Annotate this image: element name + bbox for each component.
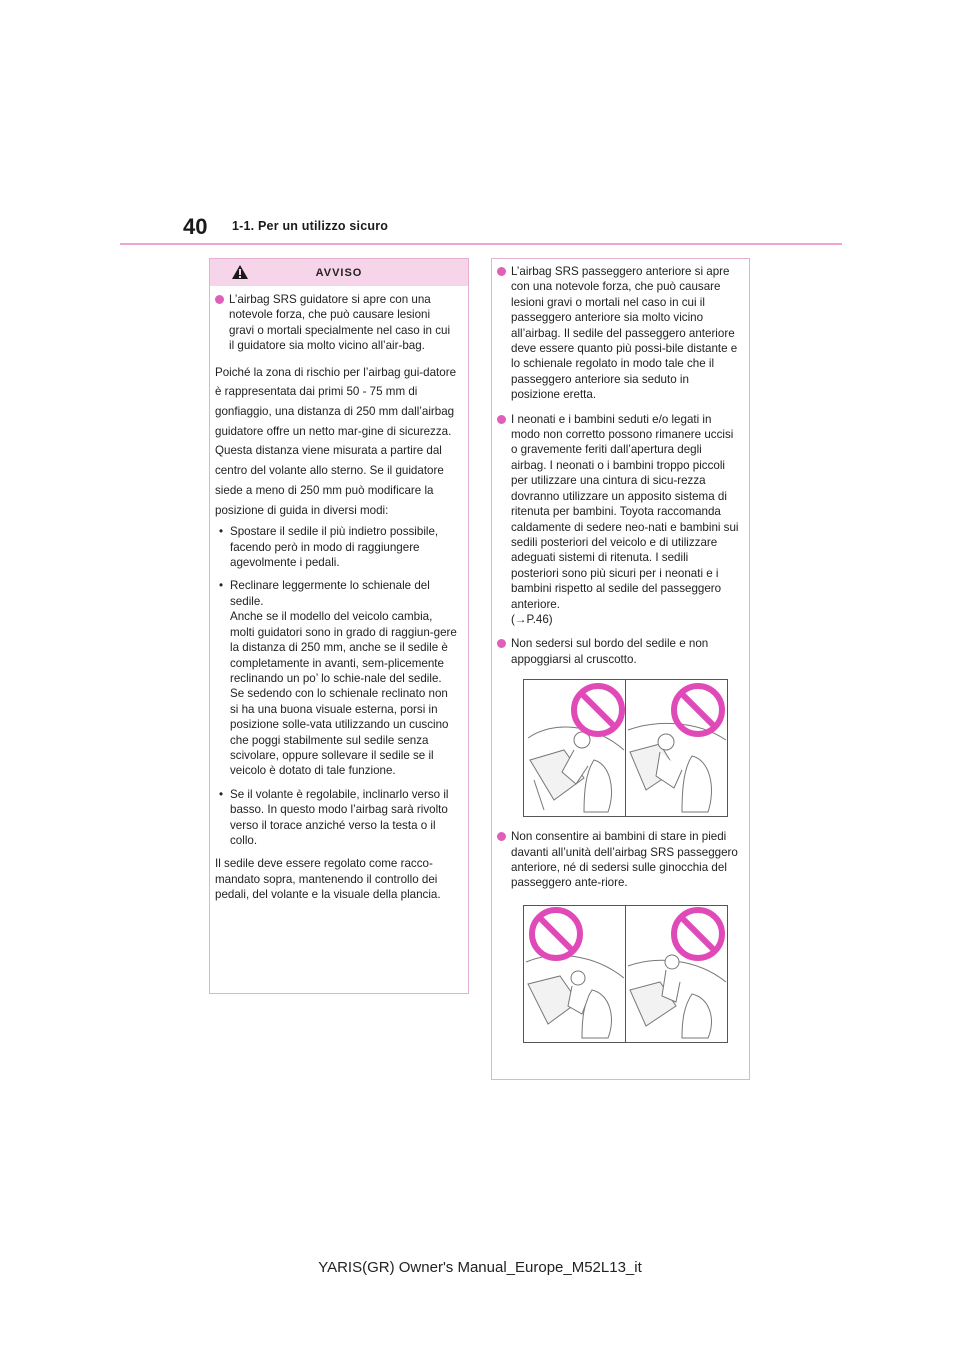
- warning-content: [210, 286, 468, 903]
- bullet-dot-icon: [497, 639, 506, 648]
- illustration-leaning: [523, 679, 728, 817]
- warning-header: [210, 259, 468, 286]
- page-footer: YARIS(GR) Owner's Manual_Europe_M52L13_it: [318, 1259, 642, 1276]
- list-item: [497, 412, 739, 628]
- prohibition-icon: [674, 686, 722, 734]
- warning-box-continued: [491, 258, 750, 1080]
- paragraph: Poiché la zona di rischio per l’airbag gui-datore è rappresentata dai primi 50 - 75 mm di gonfiaggio, una distanza di 250 mm dall’airbag guidatore offre un netto mar-gine di sicurezza. Questa distanza viene misurata a partire dal centro del volante allo sterno. Se il guidatore siede a meno di 250 mm può modificare la posizione di guida in diversi modi:: [215, 365, 457, 517]
- sub-bullet-mark: •: [219, 579, 224, 593]
- illustration-panel: [625, 680, 727, 816]
- sub-list-item: [215, 578, 458, 778]
- warning-title: AVVISO: [315, 266, 363, 279]
- illustration-panel: [524, 906, 625, 1042]
- warning-content: [492, 259, 749, 1043]
- list-item: [497, 636, 739, 667]
- bullet-dot-icon: [497, 415, 506, 424]
- section-title: 1-1. Per un utilizzo sicuro: [232, 219, 389, 233]
- page-number: 40: [183, 214, 208, 239]
- bullet-text: L’airbag SRS passeggero anteriore si apre con una notevole forza, che può causare lesioni gravi o mortali nel caso in cui il passeggero anteriore sia molto vicino all’airbag. Il sedile del passeggero anteriore deve essere quanto più possi-bile distante e lo schienale regolato in modo tale che il passeggero anteriore sia seduto in posizione eretta.: [511, 265, 738, 402]
- bullet-text: L’airbag SRS guidatore si apre con una notevole forza, che può causare lesioni gravi o mortali specialmente nel caso in cui il guidatore sia molto vicino all’air-bag.: [229, 293, 451, 353]
- bullet-dot-icon: [497, 267, 506, 276]
- sub-bullet-mark: •: [219, 525, 224, 539]
- illustration-child: [523, 905, 728, 1043]
- prohibition-icon: [674, 910, 722, 958]
- page-reference: (→P.46): [511, 612, 553, 626]
- prohibition-icon: [532, 910, 580, 958]
- header-rule: [120, 243, 842, 245]
- paragraph: Il sedile deve essere regolato come racco-mandato sopra, mantenendo il controllo dei pedali, del volante e la visuale della plancia.: [215, 857, 441, 902]
- sub-list-item: [215, 524, 458, 570]
- prohibition-icon: [574, 686, 622, 734]
- illustration-panel: [625, 906, 727, 1042]
- warning-triangle-icon: [231, 264, 249, 280]
- warning-box: [209, 258, 469, 994]
- bullet-dot-icon: [215, 295, 224, 304]
- bullet-dot-icon: [497, 832, 506, 841]
- illustration-panel: [524, 680, 625, 816]
- list-item: [497, 829, 739, 891]
- sub-item-extra: Anche se il modello del veicolo cambia, molti guidatori sono in grado di raggiun-gere la distanza di 250 mm, anche se il sedile è completamente in avanti, sem-plicemente reclinando un po’ lo schie-nale del sedile. Se sedendo con lo schienale reclinato non si ha una buona visuale esterna, porsi in posizione solle-vata utilizzando un cuscino che poggi stabilmente sul sedile senza scivolare, oppure sollevare il sedile se il veicolo è dotato di tale funzione.: [230, 610, 457, 778]
- sub-item-text: Spostare il sedile il più indietro possibile, facendo però in modo di raggiungere agevolmente i pedali.: [230, 525, 439, 570]
- sub-item-text: Se il volante è regolabile, inclinarlo verso il basso. In questo modo l’airbag sarà rivolto verso il torace anziché verso la testa o il collo.: [230, 787, 449, 847]
- bullet-text: Non consentire ai bambini di stare in piedi davanti all’unità dell’airbag SRS passeggero anteriore, né di sedersi sulle ginocchia del passeggero ante-riore.: [511, 830, 738, 890]
- list-item: [497, 264, 739, 403]
- sub-list-item: [215, 787, 458, 849]
- list-item: [215, 292, 458, 354]
- sub-item-text: Reclinare leggermente lo schienale del sedile.: [230, 579, 430, 608]
- sub-bullet-mark: •: [219, 787, 224, 801]
- bullet-text: I neonati e i bambini seduti e/o legati in modo non corretto possono rimanere uccisi o gravemente feriti dall’apertura degli airbag. I neonati o i bambini troppo piccoli per utilizzare una cintura di sicu-rezza dovranno utilizzare un apposito sistema di ritenuta per bambini. Toyota raccomanda caldamente di sedere neo-nati e bambini sui sedili posteriori del veicolo e di utilizzare adeguati sistemi di ritenuta. I sedili posteriori sono più sicuri per i neonati e i bambini rispetto al sedile del passeggero anteriore.: [511, 412, 739, 611]
- bullet-text: Non sedersi sul bordo del sedile e non appoggiarsi al cruscotto.: [511, 637, 709, 666]
